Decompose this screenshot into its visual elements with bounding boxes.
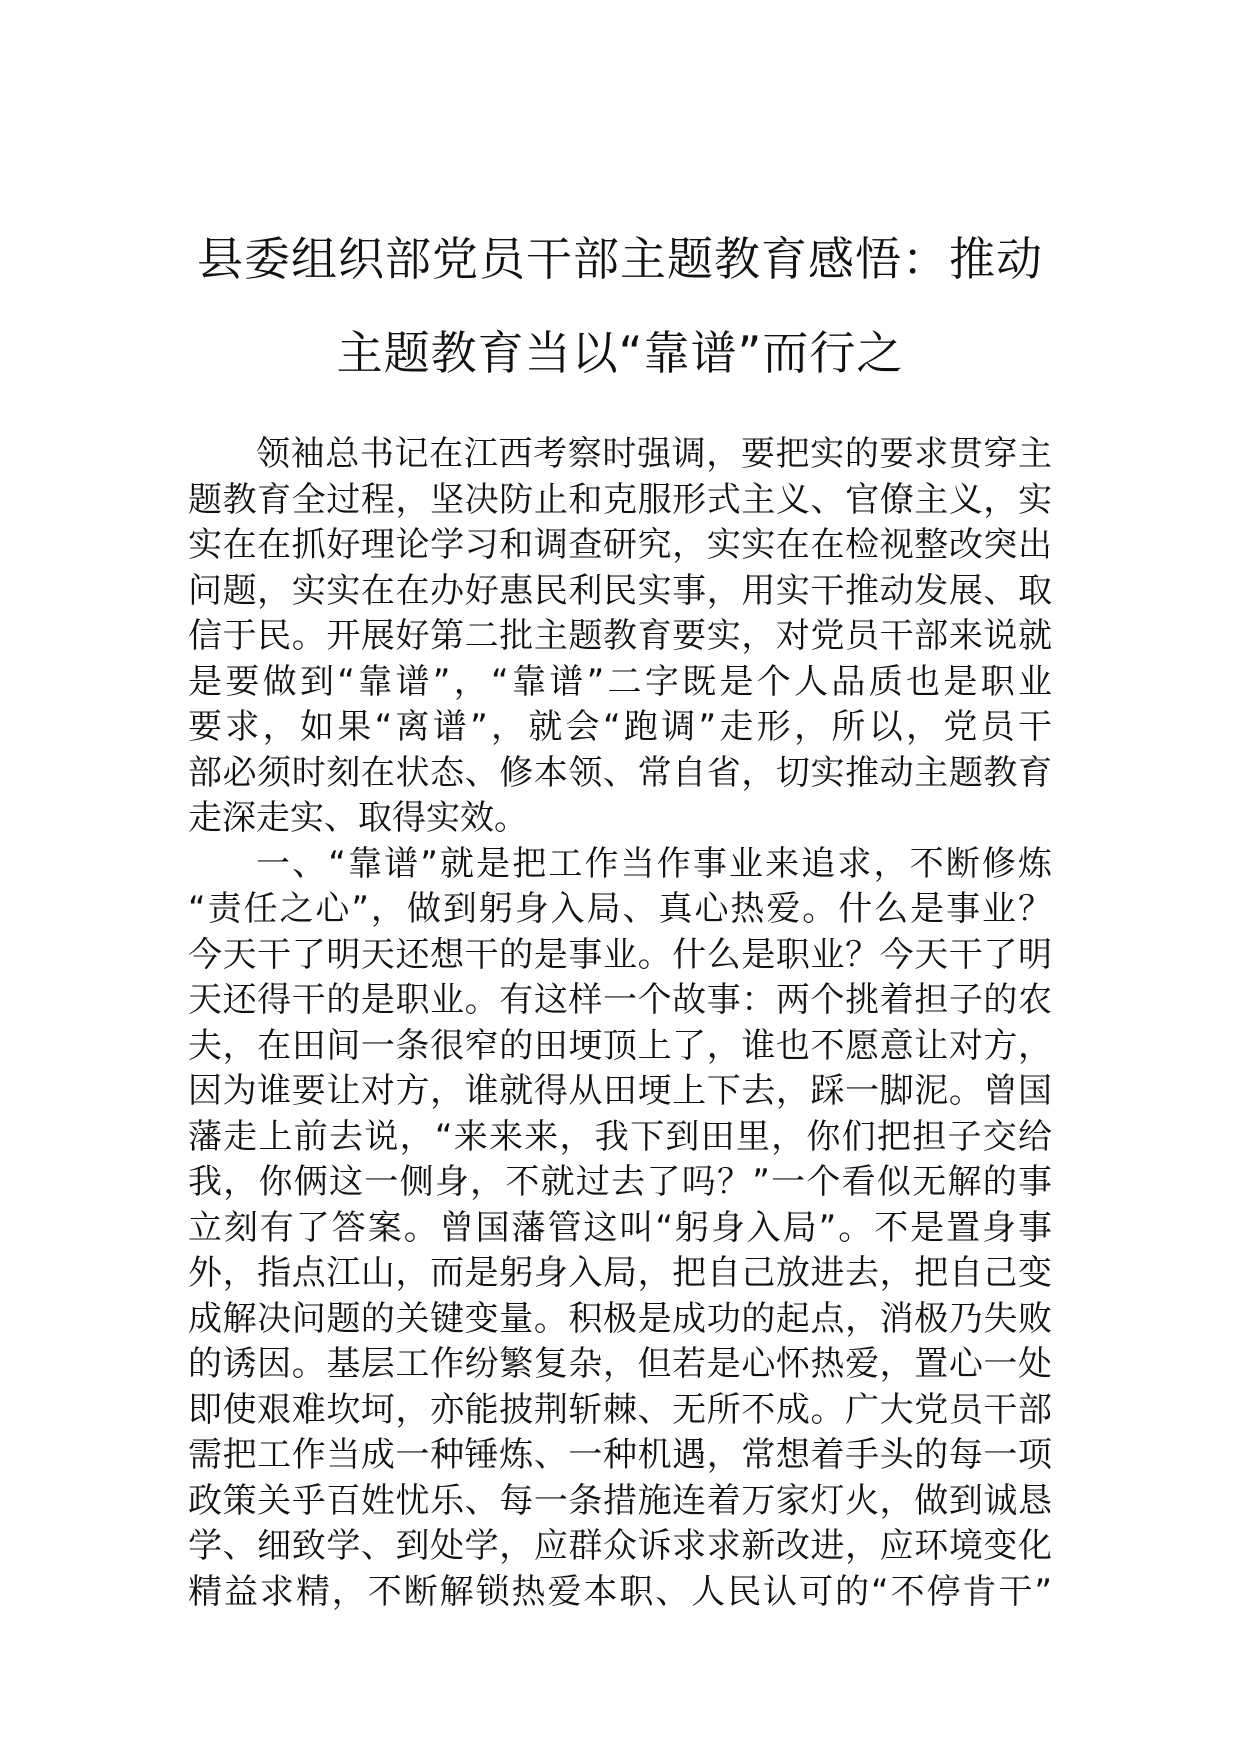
text-line: 走深走实、取得实效。	[188, 798, 528, 838]
text-line: 题教育全过程，坚决防止和克服形式主义、官僚主义，实	[188, 479, 1052, 520]
text-line: 的诱因。基层工作纷繁复杂，但若是心怀热爱，置心一处	[188, 1344, 1052, 1384]
text-line: 外，指点江山，而是躬身入局，把自己放进去，把自己变	[188, 1253, 1052, 1293]
text-line: 需把工作当成一种锤炼、一种机遇，常想着手头的每一项	[188, 1435, 1052, 1475]
paragraph-section-one	[188, 842, 1052, 1616]
text-line: 学、细致学、到处学，应群众诉求求新改进，应环境变化	[188, 1526, 1052, 1566]
text-line: 今天干了明天还想干的是事业。什么是职业？今天干了明	[188, 934, 1052, 975]
text-line: 即使艰难坎坷，亦能披荆斩棘、无所不成。广大党员干部	[188, 1389, 1052, 1430]
text-line: 精益求精，不断解锁热爱本职、人民认可的“不停肯干”	[188, 1571, 1052, 1612]
text-line: 夫，在田间一条很窄的田埂顶上了，谁也不愿意让对方，	[188, 1025, 1052, 1066]
title-line-2: 主题教育当以“靠谱”而行之	[336, 326, 904, 380]
text-line: 天还得干的是职业。有这样一个故事：两个挑着担子的农	[188, 980, 1052, 1020]
text-line: 是要做到“靠谱”，“靠谱”二字既是个人品质也是职业	[188, 661, 1052, 702]
text-line: 领袖总书记在江西考察时强调，要把实的要求贯穿主	[256, 434, 1052, 474]
document-title	[0, 212, 1240, 400]
text-line: 政策关乎百姓忧乐、每一条措施连着万家灯火，做到诚恳	[188, 1480, 1052, 1521]
title-line-1: 县委组织部党员干部主题教育感悟：推动	[197, 232, 1043, 286]
text-line: 信于民。开展好第二批主题教育要实，对党员干部来说就	[188, 616, 1052, 656]
text-line: 实在在抓好理论学习和调查研究，实实在在检视整改突出	[188, 525, 1052, 565]
text-line: “责任之心”，做到躬身入局、真心热爱。什么是事业？	[188, 889, 1052, 929]
text-line: 因为谁要让对方，谁就得从田埂上下去，踩一脚泥。曾国	[188, 1071, 1052, 1111]
text-line: 部必须时刻在状态、修本领、常自省，切实推动主题教育	[188, 752, 1052, 793]
paragraph-intro	[188, 432, 1052, 842]
text-line: 我，你俩这一侧身，不就过去了吗？”一个看似无解的事	[188, 1162, 1052, 1202]
text-line: 问题，实实在在办好惠民利民实事，用实干推动发展、取	[188, 570, 1052, 611]
text-line: 成解决问题的关键变量。积极是成功的起点，消极乃失败	[188, 1298, 1052, 1339]
text-line: 立刻有了答案。曾国藩管这叫“躬身入局”。不是置身事	[188, 1207, 1052, 1248]
text-line: 一、“靠谱”就是把工作当作事业来追求，不断修炼	[256, 843, 1052, 884]
text-line: 要求，如果“离谱”，就会“跑调”走形，所以，党员干	[188, 707, 1052, 747]
text-line: 藩走上前去说，“来来来，我下到田里，你们把担子交给	[188, 1116, 1052, 1157]
document-body	[188, 432, 1052, 1615]
